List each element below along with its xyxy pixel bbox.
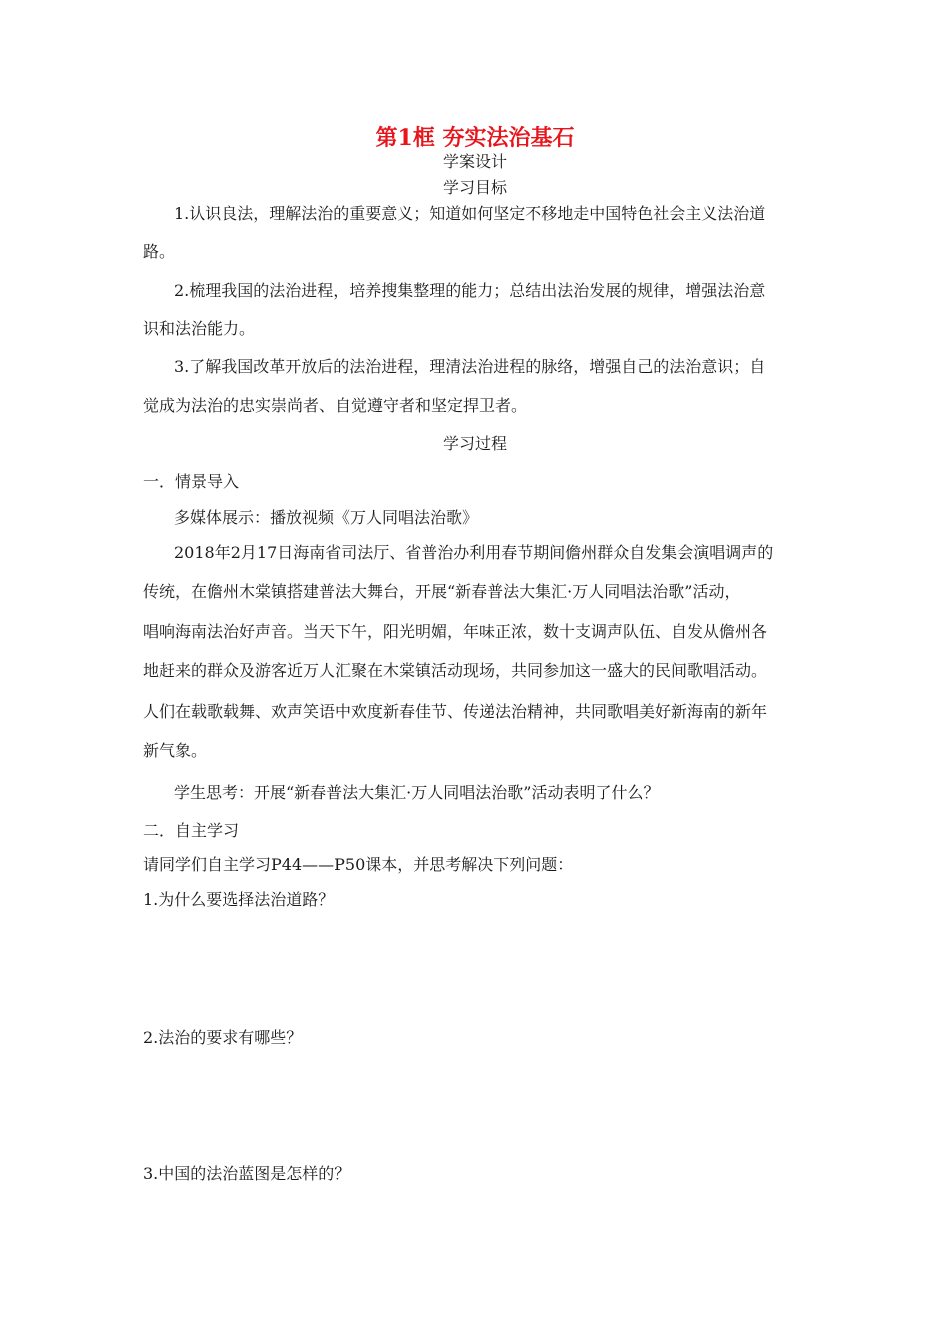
story-line-4: 地赶来的群众及游客近万人汇聚在木棠镇活动现场，共同参加这一盛大的民间歌唱活动。 bbox=[143, 661, 768, 680]
section-1-heading: 一．情景导入 bbox=[143, 472, 240, 491]
question-3: 3.中国的法治蓝图是怎样的？ bbox=[143, 1164, 351, 1183]
story-line-5: 人们在载歌载舞、欢声笑语中欢度新春佳节、传递法治精神，共同歌唱美好新海南的新年 bbox=[143, 702, 768, 721]
student-think-line: 学生思考：开展“新春普法大集汇·万人同唱法治歌”活动表明了什么？ bbox=[174, 783, 660, 802]
question-1: 1.为什么要选择法治道路？ bbox=[143, 890, 335, 909]
story-line-1: 2018年2月17日海南省司法厅、省普治办利用春节期间儋州群众自发集会演唱调声的 bbox=[174, 543, 774, 562]
question-2: 2.法治的要求有哪些？ bbox=[143, 1028, 303, 1047]
objective-3-line-2: 觉成为法治的忠实崇尚者、自觉遵守者和坚定捍卫者。 bbox=[143, 396, 528, 415]
story-line-3: 唱响海南法治好声音。当天下午，阳光明媚，年味正浓，数十支调声队伍、自发从儋州各 bbox=[143, 622, 768, 641]
document-subtitle: 学案设计 bbox=[442, 152, 507, 171]
section-2-heading: 二．自主学习 bbox=[143, 821, 240, 840]
objective-2-line-1: 2.梳理我国的法治进程，培养搜集整理的能力；总结出法治发展的规律，增强法治意 bbox=[174, 281, 766, 300]
objectives-heading: 学习目标 bbox=[442, 178, 507, 197]
objective-1-line-1: 1.认识良法，理解法治的重要意义；知道如何坚定不移地走中国特色社会主义法治道 bbox=[174, 204, 766, 223]
story-line-2: 传统，在儋州木棠镇搭建普法大舞台，开展“新春普法大集汇·万人同唱法治歌”活动， bbox=[143, 582, 741, 601]
media-line: 多媒体展示：播放视频《万人同唱法治歌》 bbox=[174, 508, 479, 527]
page-title: 第1框 夯实法治基石 bbox=[375, 125, 575, 151]
story-line-6: 新气象。 bbox=[143, 741, 208, 760]
objective-2-line-2: 识和法治能力。 bbox=[143, 319, 256, 338]
self-study-intro: 请同学们自主学习P44——P50课本，并思考解决下列问题： bbox=[143, 855, 574, 874]
process-heading: 学习过程 bbox=[442, 434, 507, 453]
objective-3-line-1: 3.了解我国改革开放后的法治进程，理清法治进程的脉络，增强自己的法治意识；自 bbox=[174, 357, 766, 376]
objective-1-line-2: 路。 bbox=[143, 242, 176, 261]
